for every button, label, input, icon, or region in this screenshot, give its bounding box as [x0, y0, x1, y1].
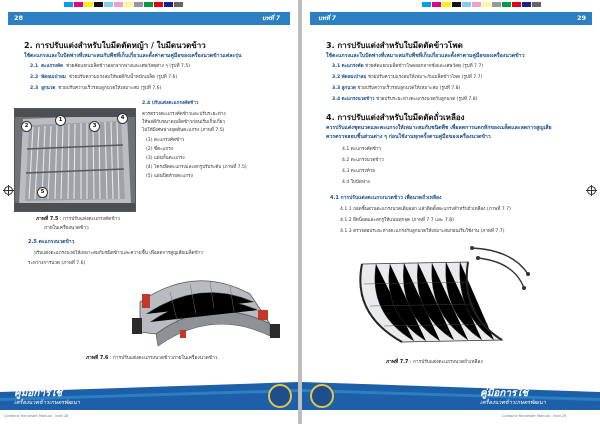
figure-caption-line: ภายในเครื่องนวดข้าว [44, 226, 89, 231]
list-item: 3.1 ตะแกรงคัด ช่วยคัดแยกเมล็ดข้าวโพดออกจากซังและเศษวัสดุ (รูปที่ 7.7) [332, 64, 484, 69]
publisher-logo-icon [268, 384, 292, 408]
detail-text: ไม่ให้มีเศษฟางอุดตันตะแกรง (ภาพที่ 7.5) [142, 128, 225, 133]
detail-part: (3) แผ่นกั้นตะแกรง [146, 156, 185, 161]
soybean-sieve-drawing [342, 244, 542, 354]
photo-callout: 2 [21, 121, 32, 132]
section-title: 2. การปรับแต่งสำหรับใบมีดตัดหญ้า / ใบมีดนวดข้าว [24, 41, 206, 50]
list-item: 4.1.1 ถอดชิ้นส่วนตะแกรงนวดเดิมออก แล้วติดตั้งตะแกรงสำหรับถั่วเหลือง (ภาพที่ 7.7) [340, 207, 511, 212]
page-number: 28 [14, 14, 24, 22]
photo-callout: 1 [55, 115, 66, 126]
color-bar [422, 2, 542, 7]
threshing-sieve-drawing [120, 272, 290, 352]
left-page [0, 0, 298, 424]
list-item: 2.1 ตะแกรงคัด ช่วยคัดแยกเมล็ดข้าวออกจากฟางและเศษวัสดุต่าง ๆ (รูปที่ 7.5) [30, 64, 191, 69]
registration-mark [587, 186, 596, 195]
chapter-label: บทที่ 7 [318, 15, 336, 22]
figure-caption: ภาพที่ 7.7 : การปรับแต่งตะแกรงนวดถั่วเหลือง [386, 360, 483, 365]
publisher-logo-icon [310, 384, 334, 408]
detail-text: ให้พอดีกับขนาดเมล็ดข้าวก่อนเริ่มเก็บเกี่ยว [142, 120, 225, 125]
photo-callout: 3 [89, 121, 100, 132]
list-item: 4.1.3 ตรวจสอบระยะห่างตะแกรงกับลูกนวดให้เหมาะสมก่อนเริ่มใช้งาน (ภาพที่ 7.7) [340, 229, 505, 234]
section-subtitle: ใช้ตะแกรงและใบปัดฟางที่เหมาะสมกับพืชที่เก็บเกี่ยวและตั้งค่าตามคู่มือของเครื่องนวดข้าว [326, 53, 525, 59]
section-title: 3. การปรับแต่งสำหรับใบมีดตัดข้าวโพด [326, 41, 463, 50]
paragraph-line: ระหว่างการนวด (ภาพที่ 7.6) [28, 261, 86, 266]
print-slug: Combine Harvester Manual . indd 28 [4, 414, 69, 418]
chapter-label: บทที่ 7 [262, 15, 280, 22]
subsection-heading: 2.5 ตะแกรงนวดข้าว [28, 239, 75, 245]
list-item: 2.3 ลูกนวด ช่วยปรับความเร็วรอบลูกนวดให้เหมาะสม (รูปที่ 7.6) [30, 86, 162, 91]
footer-title: คู่มือการใช้ [14, 388, 62, 399]
list-item: 3.4 ตะแกรงนวดข้าว ช่วยปรับระยะห่างตะแกรงนวดกับลูกนวด (รูปที่ 7.8) [332, 97, 478, 102]
subsection-heading: 4.1 การปรับแต่งตะแกรงนวดข้าว เพื่อนวดถั่วเหลือง [330, 195, 442, 201]
page-number: 29 [576, 14, 586, 22]
detail-part: (4) โครงยึดตะแกรงและสกรูปรับระดับ (ภาพที่ 7.5) [146, 165, 247, 170]
list-item: 3.3 ลูกนวด ช่วยปรับความเร็วรอบลูกนวดให้เหมาะสม (รูปที่ 7.8) [332, 86, 461, 91]
list-item: 4.1 ตะแกรงคัดข้าว [342, 147, 382, 152]
page-header [8, 12, 290, 25]
list-item: 2.2 พัดลมเป่าลม ช่วยปรับความแรงลมให้พอดีกับน้ำหนักเมล็ด (รูปที่ 7.6) [30, 75, 178, 80]
sieve-photo-drawing [15, 109, 135, 211]
list-item: 4.2 ตะแกรงนวดข้าว [342, 158, 384, 163]
registration-mark [4, 186, 13, 195]
section-intro: ควรปรับแต่งชุดนวดและตะแกรงให้เหมาะสมกับชนิดพืช เพื่อลดการแตกหักของเมล็ดและลดการสูญเสีย [326, 125, 552, 131]
list-item: 4.4 ใบปัดฟาง [342, 180, 370, 185]
detail-text: ควรตรวจตะแกรงคัดข้าวและปรับระยะห่าง [142, 112, 226, 117]
footer-title: คู่มือการใช้ [480, 388, 528, 399]
detail-heading: 2.4 ปรับแต่งตะแกรงคัดข้าว [142, 101, 199, 106]
section-subtitle: ใช้ตะแกรงและใบปัดฟางที่เหมาะสมกับพืชที่เก็บเกี่ยวและตั้งค่าตามคู่มือของเครื่องนวดข้าวแต่ละรุ่น [24, 53, 242, 59]
list-item: 4.1.2 ยึดน็อตและสกรูให้แน่นทุกจุด (ภาพที่ 7.7 และ 7.8) [340, 218, 454, 223]
print-slug: Combine Harvester Manual . indd 29 [502, 414, 567, 418]
photo-callout: 5 [37, 187, 48, 198]
figure-caption: ภาพที่ 7.5 : การปรับแต่งตะแกรงคัดข้าว [36, 217, 121, 222]
page-footer-band [302, 382, 600, 410]
section-intro: ควรตรวจสอบชิ้นส่วนต่าง ๆ ก่อนใช้งานทุกครั้งตามคู่มือของเครื่องนวดข้าว [326, 134, 491, 140]
paragraph-line: ปรับแต่งตะแกรงนวดให้เหมาะสมกับชนิดข้าวและความชื้น เพื่อลดการสูญเสียเมล็ดข้าว [34, 251, 203, 256]
color-bar [64, 2, 184, 7]
footer-subtitle: เครื่องนวดข้าวเกษตรพัฒนา [480, 400, 546, 406]
detail-part: (2) ซี่ตะแกรง [146, 147, 173, 152]
page-header [310, 12, 592, 25]
figure-caption: ภาพที่ 7.6 : การปรับแต่งตะแกรงนวดข้าวภายในเครื่องนวดข้าว [86, 356, 218, 361]
list-item: 4.3 ตะแกรงท้าย [342, 169, 375, 174]
detail-part: (1) ตะแกรงคัดข้าว [146, 138, 185, 143]
footer-subtitle: เครื่องนวดข้าวเกษตรพัฒนา [14, 400, 80, 406]
detail-part: (5) แผ่นปิดท้ายตะแกรง [146, 174, 193, 179]
sieve-photo [14, 108, 136, 212]
right-page [302, 0, 600, 424]
section-title: 4. การปรับแต่งสำหรับใบมีดตัดถั่วเหลือง [326, 113, 465, 122]
list-item: 3.2 พัดลมเป่าลม ช่วยปรับความแรงลมให้เหมาะกับเมล็ดข้าวโพด (รูปที่ 7.7) [332, 75, 483, 80]
photo-callout: 4 [117, 113, 128, 124]
